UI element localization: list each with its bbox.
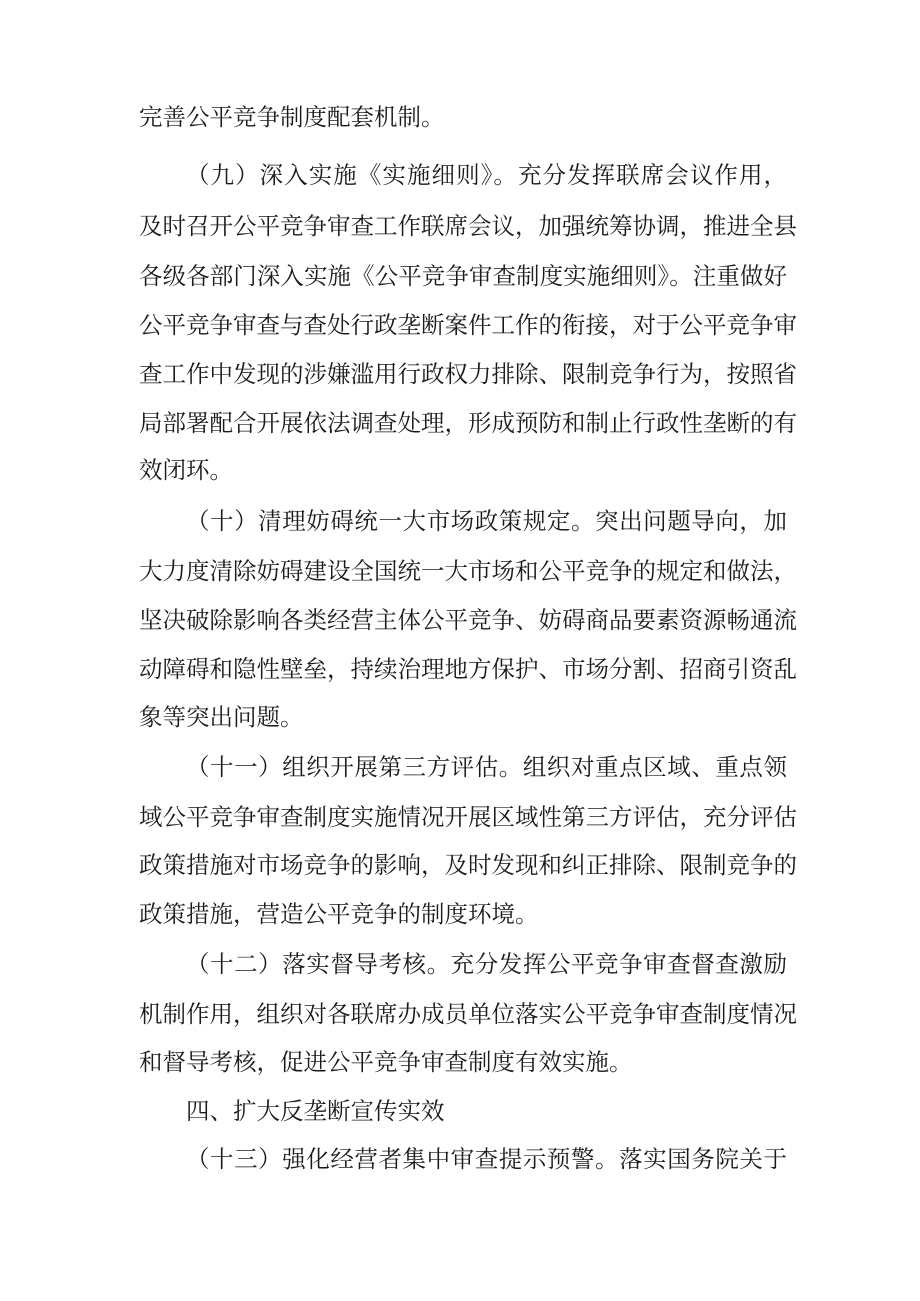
text-line: 动障碍和隐性壁垒，持续治理地方保护、市场分割、招商引资乱 [139,655,797,683]
text-line: 域公平竞争审查制度实施情况开展区域性第三方评估，充分评估 [139,803,797,831]
paragraph-12-first-line: （十二）落实督导考核。充分发挥公平竞争审查督查激励 [186,950,787,978]
paragraph-10-first-line: （十）清理妨碍统一大市场政策规定。突出问题导向，加 [186,507,787,535]
text-line: 各级各部门深入实施《公平竞争审查制度实施细则》。注重做好 [139,262,787,290]
paragraph-9-first-line: （九）深入实施《实施细则》。充分发挥联席会议作用， [186,161,787,189]
section-heading: 四、扩大反垄断宣传实效 [186,1097,445,1125]
text-line: 查工作中发现的涉嫌滥用行政权力排除、限制竞争行为，按照省 [139,360,797,388]
text-line: 完善公平竞争制度配套机制。 [139,103,445,131]
text-line: 局部署配合开展依法调查处理，形成预防和制止行政性垄断的有 [139,409,797,437]
text-line: 坚决破除影响各类经营主体公平竞争、妨碍商品要素资源畅通流 [139,606,797,634]
text-line: 效闭环。 [139,456,233,484]
text-line: 及时召开公平竞争审查工作联席会议，加强统筹协调，推进全县 [139,212,797,240]
text-line: 和督导考核，促进公平竞争审查制度有效实施。 [139,1048,633,1076]
text-line: 政策措施，营造公平竞争的制度环境。 [139,900,539,928]
text-line: 机制作用，组织对各联席办成员单位落实公平竞争审查制度情况 [139,1000,797,1028]
text-line: 象等突出问题。 [139,703,304,731]
paragraph-13-first-line: （十三）强化经营者集中审查提示预警。落实国务院关于 [186,1145,787,1173]
paragraph-11-first-line: （十一）组织开展第三方评估。组织对重点区域、重点领 [186,753,787,781]
text-line: 大力度清除妨碍建设全国统一大市场和公平竞争的规定和做法， [139,557,797,585]
text-line: 公平竞争审查与查处行政垄断案件工作的衔接，对于公平竞争审 [139,311,797,339]
text-line: 政策措施对市场竞争的影响，及时发现和纠正排除、限制竞争的 [139,851,797,879]
